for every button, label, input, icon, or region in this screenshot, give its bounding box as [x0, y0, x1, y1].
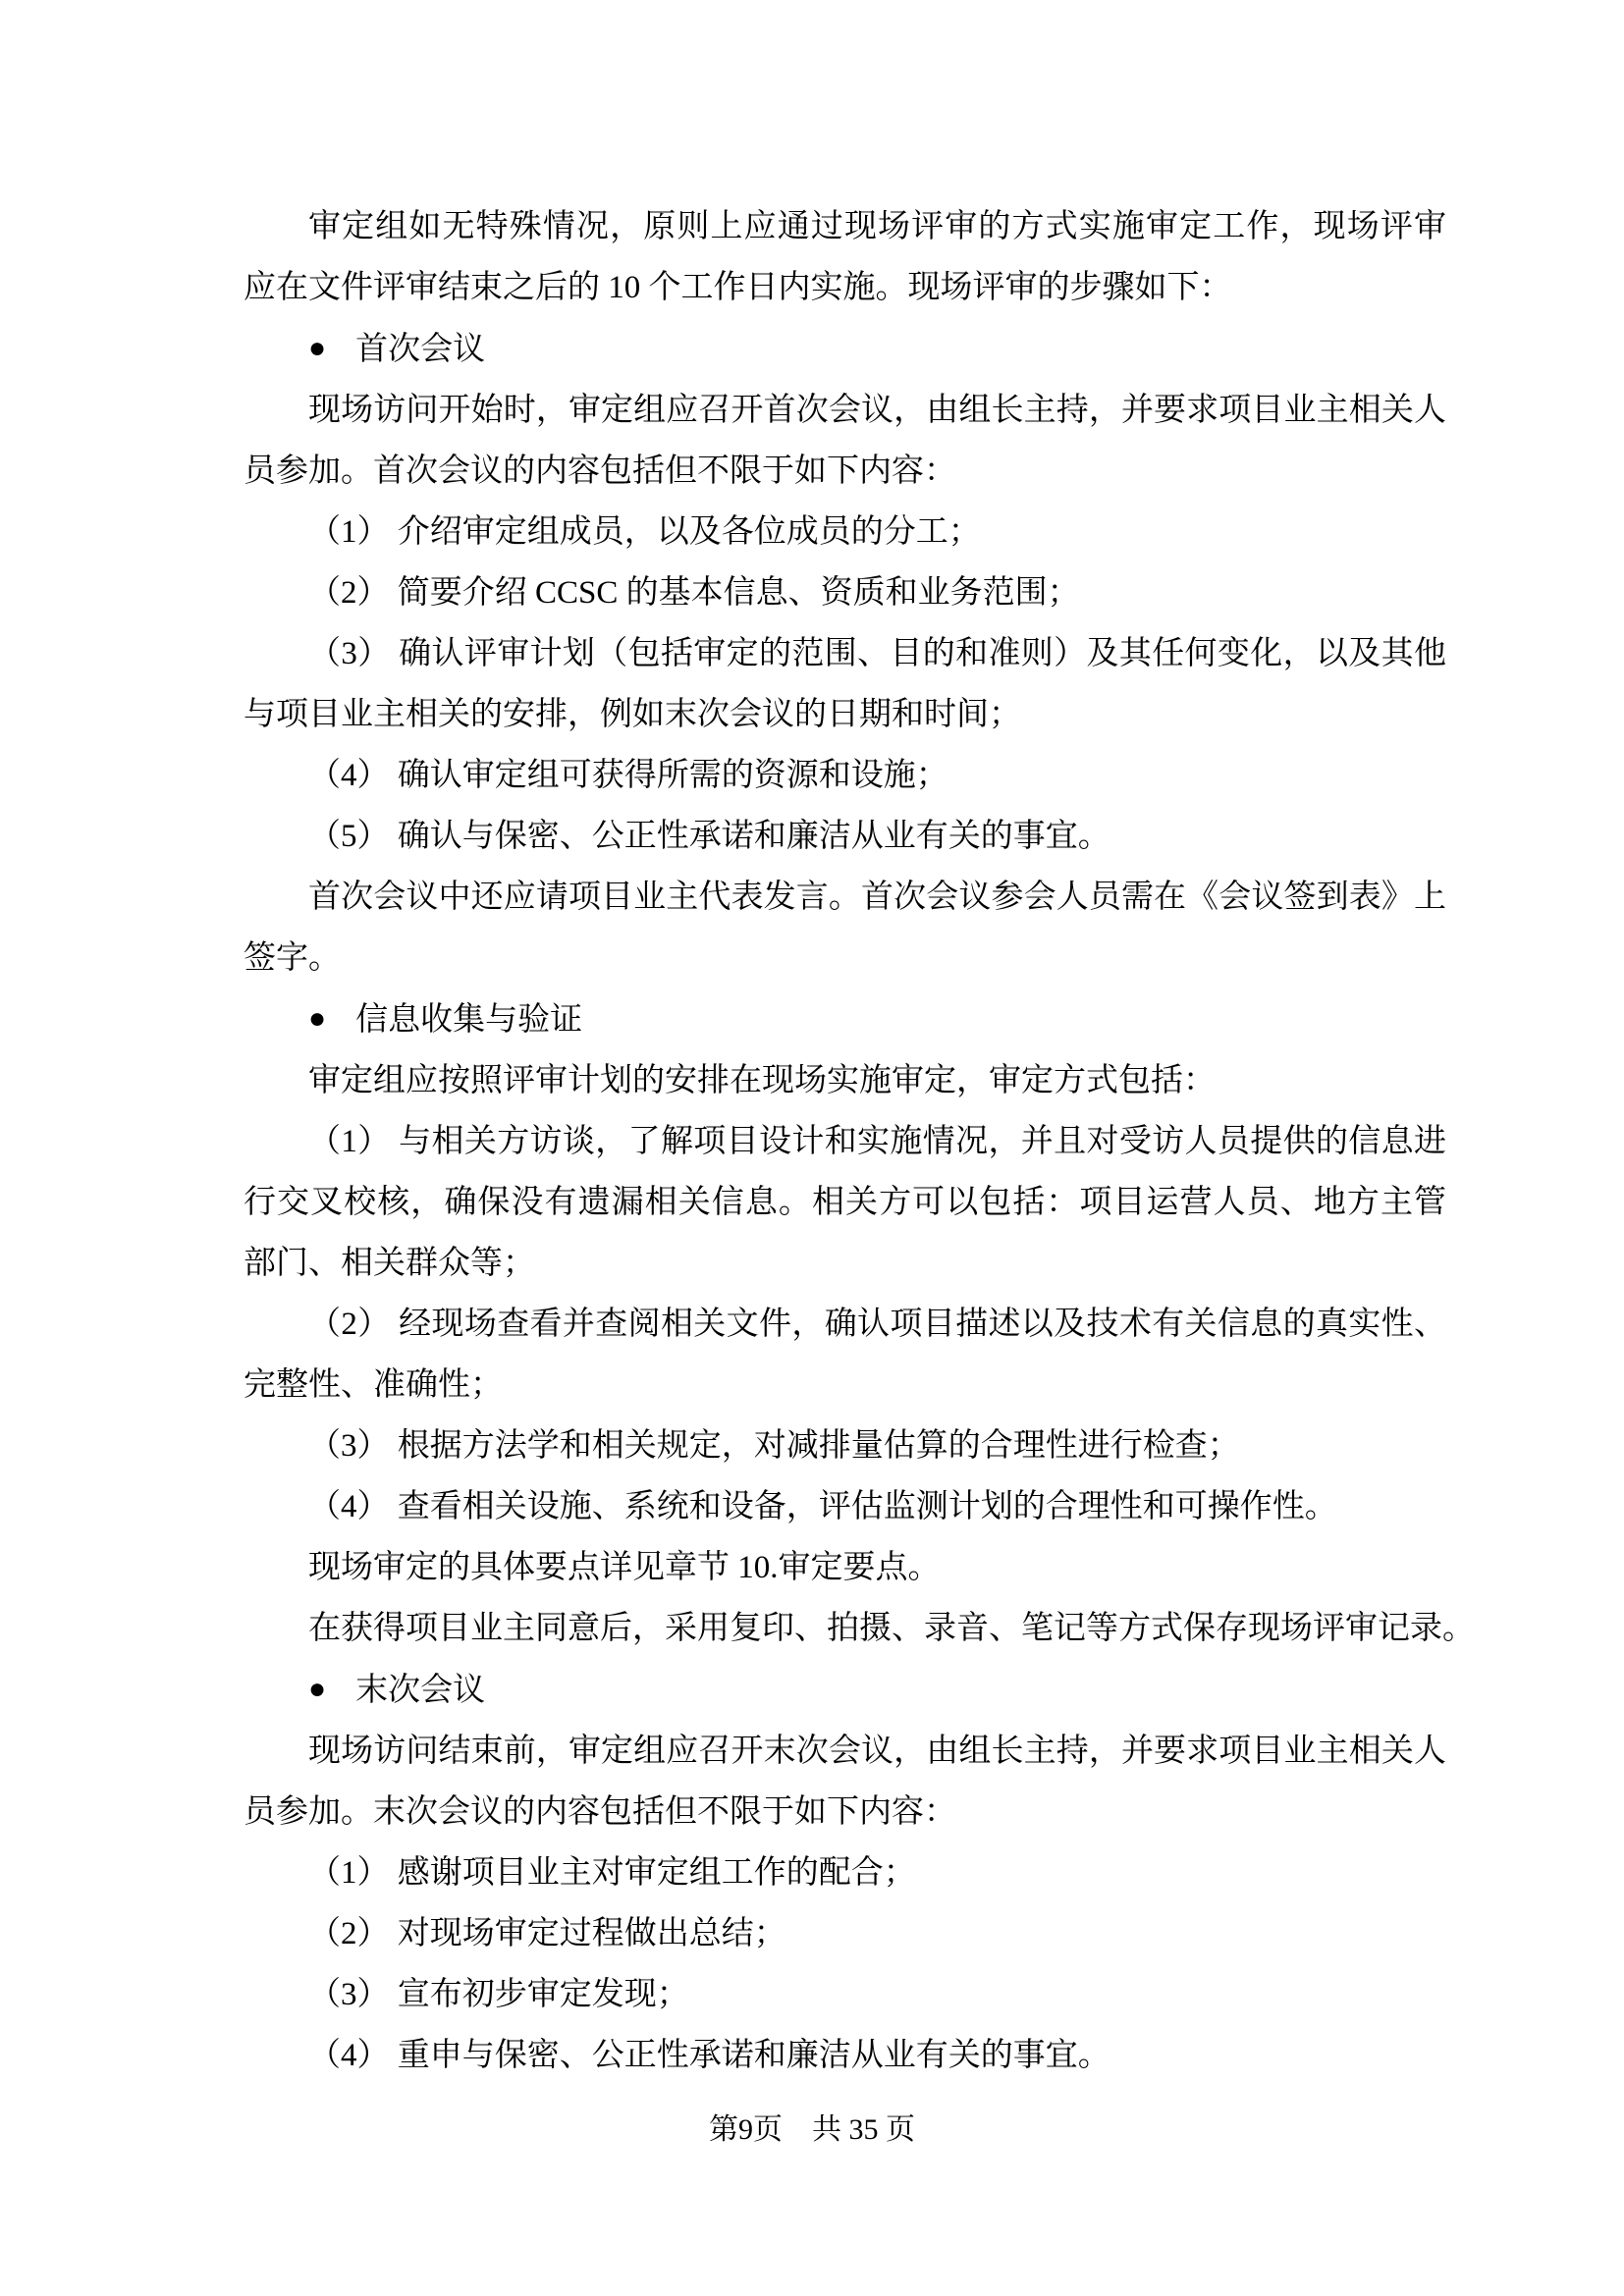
list-item-line: （1） 与相关方访谈，了解项目设计和实施情况，并且对受访人员提供的信息进 — [308, 1124, 1446, 1159]
list-item-line: 行交叉校核，确保没有遗漏相关信息。相关方可以包括：项目运营人员、地方主管 — [244, 1185, 1446, 1220]
list-item: （4） 查看相关设施、系统和设备，评估监测计划的合理性和可操作性。 — [308, 1489, 1337, 1524]
bullet-item — [244, 988, 1446, 1050]
paragraph-line: 员参加。末次会议的内容包括但不限于如下内容： — [244, 1794, 956, 1830]
paragraph-line: 审定组应按照评审计划的安排在现场实施审定，审定方式包括： — [308, 1063, 1216, 1098]
page-footer: 第9页 共 35 页 — [709, 2113, 915, 2146]
list-item: （2） 对现场审定过程做出总结； — [308, 1916, 786, 1951]
bullet-label: 信息收集与验证 — [355, 1002, 583, 1038]
bullet-item — [244, 1659, 1446, 1721]
paragraph-line: 现场访问开始时，审定组应召开首次会议，由组长主持，并要求项目业主相关人 — [308, 393, 1446, 428]
bullet-icon: ● — [308, 1002, 327, 1035]
paragraph-line: 首次会议中还应请项目业主代表发言。首次会议参会人员需在《会议签到表》上 — [308, 880, 1446, 915]
paragraph-line: 现场审定的具体要点详见章节 10.审定要点。 — [308, 1550, 941, 1585]
list-item-line: （3） 确认评审计划（包括审定的范围、目的和准则）及其任何变化，以及其他 — [308, 636, 1446, 671]
list-item: （5） 确认与保密、公正性承诺和廉洁从业有关的事宜。 — [308, 819, 1110, 854]
bullet-label: 末次会议 — [355, 1673, 486, 1708]
list-item: （3） 根据方法学和相关规定，对减排量估算的合理性进行检查； — [308, 1428, 1240, 1464]
list-item: （4） 重申与保密、公正性承诺和廉洁从业有关的事宜。 — [308, 2038, 1110, 2073]
paragraph-line: 应在文件评审结束之后的 10 个工作日内实施。现场评审的步骤如下： — [244, 270, 1232, 305]
list-item: （2） 简要介绍 CCSC 的基本信息、资质和业务范围； — [308, 575, 1080, 611]
list-item: （1） 感谢项目业主对审定组工作的配合； — [308, 1855, 916, 1891]
bullet-item — [244, 318, 1446, 380]
bullet-icon: ● — [308, 1673, 327, 1705]
bullet-icon: ● — [308, 332, 327, 364]
list-item: （3） 宣布初步审定发现； — [308, 1977, 689, 2012]
document-body — [244, 196, 1475, 2086]
list-item-line: 完整性、准确性； — [244, 1367, 503, 1403]
list-item-line: （2） 经现场查看并查阅相关文件，确认项目描述以及技术有关信息的真实性、 — [308, 1307, 1446, 1342]
paragraph-line: 现场访问结束前，审定组应召开末次会议，由组长主持，并要求项目业主相关人 — [308, 1734, 1446, 1769]
list-item: （4） 确认审定组可获得所需的资源和设施； — [308, 758, 948, 793]
list-item: （1） 介绍审定组成员，以及各位成员的分工； — [308, 514, 981, 550]
bullet-label: 首次会议 — [355, 332, 486, 367]
paragraph-line: 签字。 — [244, 940, 341, 976]
list-item-line: 与项目业主相关的安排，例如末次会议的日期和时间； — [244, 697, 1021, 732]
paragraph-line: 审定组如无特殊情况，原则上应通过现场评审的方式实施审定工作，现场评审 — [308, 209, 1446, 244]
list-item-line: 部门、相关群众等； — [244, 1246, 535, 1281]
paragraph-line: 在获得项目业主同意后，采用复印、拍摄、录音、笔记等方式保存现场评审记录。 — [308, 1611, 1475, 1646]
paragraph-line: 员参加。首次会议的内容包括但不限于如下内容： — [244, 454, 956, 489]
